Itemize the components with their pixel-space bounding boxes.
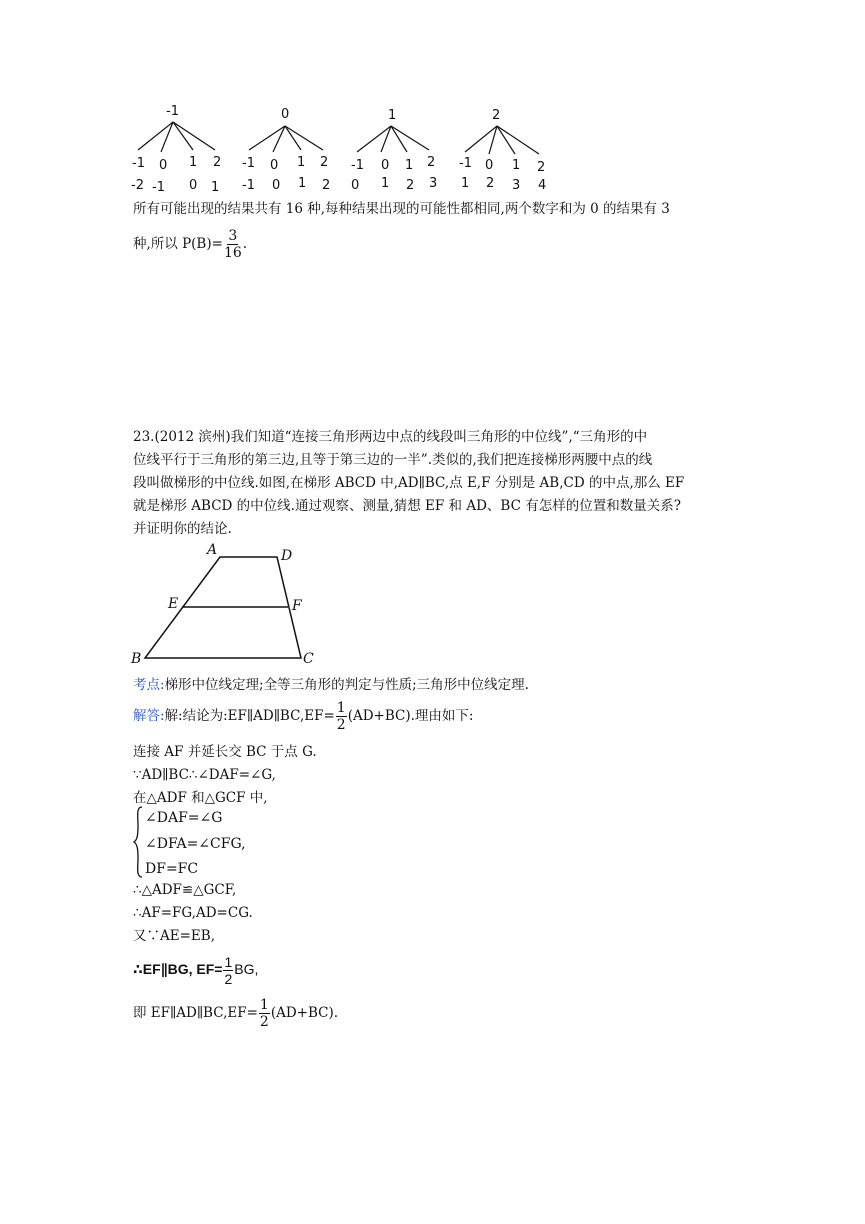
system-line-3: DF=FC bbox=[145, 861, 199, 877]
tree-3-sum: 3 bbox=[429, 176, 438, 191]
prob-line-2 bbox=[133, 228, 247, 261]
proof-line-7 bbox=[133, 953, 258, 987]
proof-line-8-num: 1 bbox=[259, 997, 269, 1013]
label-C: C bbox=[303, 651, 314, 667]
tree-4-node: 0 bbox=[485, 158, 494, 173]
tree-2-node: 2 bbox=[320, 155, 329, 170]
proof-line-7-num: 1 bbox=[224, 953, 233, 970]
proof-line-5: ∴AF=FG,AD=CG. bbox=[133, 905, 253, 921]
tree-1-node: 1 bbox=[189, 155, 198, 170]
tree-1-node: -1 bbox=[132, 156, 145, 171]
jieda-line bbox=[133, 700, 473, 733]
system-line-2: ∠DFA=∠CFG, bbox=[145, 836, 246, 852]
tree-2-node: -1 bbox=[242, 156, 255, 171]
proof-line-8 bbox=[133, 997, 338, 1030]
tree-2-sum: 2 bbox=[322, 178, 331, 193]
jieda-frac-num: 1 bbox=[336, 700, 346, 716]
tree-1-sum: -2 bbox=[131, 178, 144, 193]
prob-frac-den: 16 bbox=[223, 245, 242, 261]
system-line-1: ∠DAF=∠G bbox=[145, 810, 223, 826]
tree-1-sum: -1 bbox=[152, 180, 165, 195]
kaodian-line bbox=[133, 676, 529, 694]
tree-4-node: 1 bbox=[512, 158, 521, 173]
tree-1-node: 2 bbox=[213, 155, 222, 170]
prob-frac-num: 3 bbox=[228, 228, 238, 244]
tree-2-sum: -1 bbox=[242, 178, 255, 193]
tree-4-sum: 1 bbox=[461, 176, 470, 191]
label-A: A bbox=[207, 542, 218, 558]
proof-line-7-suffix: BG, bbox=[234, 961, 259, 977]
tree-1-sum: 0 bbox=[189, 178, 198, 193]
proof-line-1: 连接 AF 并延长交 BC 于点 G. bbox=[133, 744, 317, 760]
proof-line-8-fraction bbox=[259, 997, 270, 1030]
prob-line-1: 所有可能出现的结果共有 16 种,每种结果出现的可能性都相同,两个数字和为 0 的结果有 3 bbox=[133, 201, 670, 217]
tree-2-node: 1 bbox=[297, 155, 306, 170]
proof-line-8-den: 2 bbox=[259, 1014, 269, 1030]
proof-line-3: 在△ADF 和△GCF 中, bbox=[133, 790, 268, 806]
label-F: F bbox=[292, 598, 302, 614]
problem-line-4: 就是梯形 ABCD 的中位线.通过观察、测量,猜想 EF 和 AD、BC 有怎样的位置和数量关系? bbox=[133, 498, 681, 514]
proof-line-6: 又∵AE=EB, bbox=[133, 928, 215, 944]
jieda-frac-den: 2 bbox=[336, 717, 346, 733]
tree-2-node: 0 bbox=[270, 158, 279, 173]
tree-4-node: -1 bbox=[459, 156, 472, 171]
kaodian-text: 梯形中位线定理;全等三角形的判定与性质;三角形中位线定理. bbox=[164, 677, 529, 693]
tree-3-root: 1 bbox=[388, 108, 397, 123]
prob-line-2-suffix: . bbox=[242, 236, 248, 252]
jieda-prefix: 解:结论为:EF∥AD∥BC,EF= bbox=[164, 708, 335, 724]
tree-3-node: 0 bbox=[381, 158, 390, 173]
jieda-fraction bbox=[336, 700, 347, 733]
proof-line-7-den: 2 bbox=[224, 970, 233, 987]
problem-line-5: 并证明你的结论. bbox=[133, 521, 232, 537]
tree-3-node: 1 bbox=[405, 158, 414, 173]
prob-line-2-prefix: 种,所以 P(B)= bbox=[133, 236, 223, 252]
proof-line-2: ∵AD∥BC∴∠DAF=∠G, bbox=[133, 767, 276, 783]
tree-2-sum: 0 bbox=[272, 178, 281, 193]
tree-4-root: 2 bbox=[492, 108, 501, 123]
jieda-suffix: (AD+BC).理由如下: bbox=[347, 708, 474, 724]
tree-1-sum: 1 bbox=[211, 180, 220, 195]
label-E: E bbox=[168, 596, 179, 612]
tree-2-sum: 1 bbox=[298, 176, 307, 191]
prob-fraction bbox=[224, 228, 242, 261]
problem-line-3: 段叫做梯形的中位线.如图,在梯形 ABCD 中,AD∥BC,点 E,F 分别是 AB,CD 的中点,那么 EF bbox=[133, 475, 685, 491]
problem-line-2: 位线平行于三角形的第三边,且等于第三边的一半”.类似的,我们把连接梯形两腰中点的线 bbox=[133, 452, 653, 468]
proof-line-4: ∴△ADF≌△GCF, bbox=[133, 882, 237, 898]
tree-3-sum: 2 bbox=[406, 178, 415, 193]
problem-line-1: 23.(2012 滨州)我们知道“连接三角形两边中点的线段叫三角形的中位线”,“三角形的中 bbox=[133, 429, 648, 445]
tree-4-sum: 4 bbox=[538, 178, 547, 193]
proof-line-8-prefix: 即 EF∥AD∥BC,EF= bbox=[133, 1005, 258, 1021]
system-brace bbox=[133, 806, 143, 878]
tree-3-sum: 0 bbox=[351, 178, 360, 193]
tree-3-sum: 1 bbox=[381, 176, 390, 191]
kaodian-label: 考点: bbox=[133, 677, 165, 693]
proof-line-7-fraction bbox=[223, 954, 233, 987]
proof-line-8-suffix: (AD+BC). bbox=[270, 1005, 339, 1021]
proof-line-7-prefix: ∴EF∥BG, EF= bbox=[133, 961, 223, 977]
tree-3-node: 2 bbox=[427, 155, 436, 170]
tree-1-node: 0 bbox=[159, 158, 168, 173]
tree-1-root: -1 bbox=[166, 104, 179, 119]
label-B: B bbox=[131, 651, 142, 667]
tree-2-root: 0 bbox=[281, 107, 290, 122]
label-D: D bbox=[281, 548, 293, 564]
jieda-label: 解答: bbox=[133, 708, 165, 724]
tree-3-node: -1 bbox=[351, 158, 364, 173]
tree-4-sum: 2 bbox=[486, 176, 495, 191]
tree-4-node: 2 bbox=[537, 160, 546, 175]
tree-4-sum: 3 bbox=[512, 178, 521, 193]
